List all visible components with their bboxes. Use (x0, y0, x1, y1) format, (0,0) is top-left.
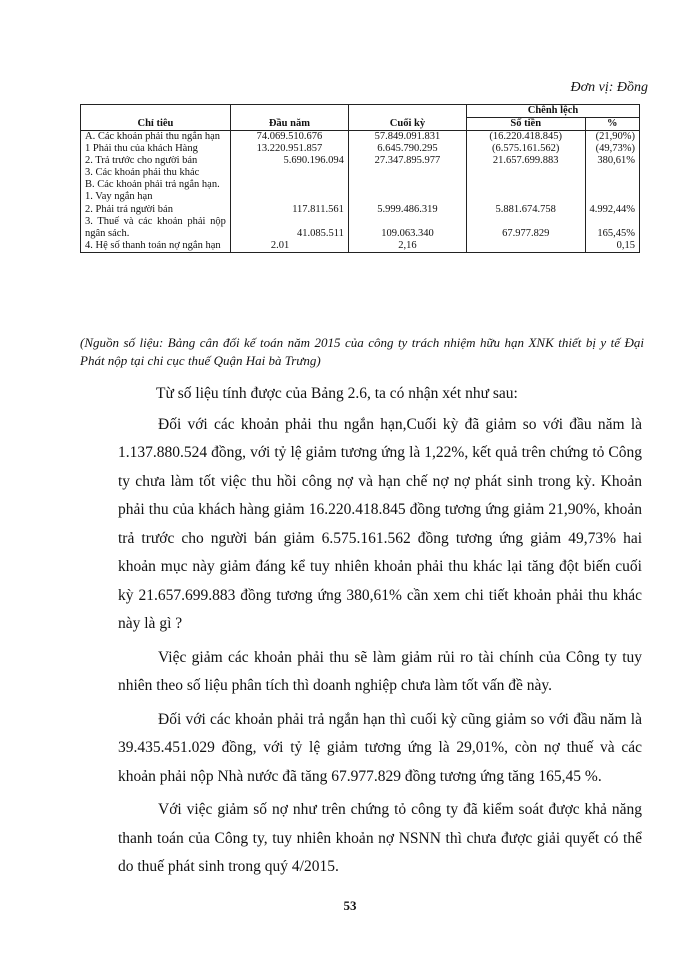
cell-end: 109.063.340 (348, 216, 466, 240)
page-number: 53 (343, 898, 357, 913)
cell-percent: 0,15 (585, 240, 640, 253)
cell-percent (585, 179, 640, 191)
cell-end (348, 167, 466, 179)
cell-item: 2. Trả trước cho người bán (81, 155, 231, 167)
cell-item: 1 Phải thu của khách Hàng (81, 143, 231, 155)
cell-amount: 21.657.699.883 (466, 155, 585, 167)
cell-begin: 74.069.510.676 (230, 131, 348, 144)
cell-begin: 2.01 (230, 240, 348, 253)
cell-item: 2. Phải trả người bán (81, 204, 231, 216)
cell-percent: (21,90%) (585, 131, 640, 144)
cell-end: 2,16 (348, 240, 466, 253)
header-end: Cuối kỳ (348, 105, 466, 131)
cell-begin (230, 191, 348, 203)
header-item: Chỉ tiêu (81, 105, 231, 131)
cell-percent (585, 191, 640, 203)
table-row (81, 204, 640, 216)
cell-amount: 67.977.829 (466, 216, 585, 240)
table-source-note: (Nguồn số liệu: Bảng cân đối kế toán năm 2015 của công ty trách nhiệm hữu hạn XNK thiết bị y tế Đại Phát nộp tại chi cục thuế Quận Hai bà Trưng) (80, 335, 644, 368)
unit-label: Đơn vị: Đồng (570, 80, 648, 95)
paragraph: Đối với các khoản phải thu ngắn hạn,Cuối kỳ đã giảm so với đầu năm là 1.137.880.524 đồng, với tỷ lệ giảm tương ứng là 1,22%, kết quả trên chứng tỏ Công ty chưa làm tốt việc thu hồi công nợ và hạn chế nợ nợ phát sinh trong kỳ. Khoản phải thu của khách hàng giảm 16.220.418.845 đồng tương ứng giảm 21,90%, khoản trả trước cho người bán giảm 6.575.161.562 đồng tương ứng giảm 49,73% hai khoản mục này giảm đáng kể tuy nhiên khoản phải thu khác lại tăng đột biến cuối kỳ 21.657.699.883 đồng tương ứng 380,61% cần xem chi tiết khoản phải thu khác này là gì ? (118, 415, 642, 632)
cell-end: 57.849.091.831 (348, 131, 466, 144)
paragraph: Đối với các khoản phải trả ngắn hạn thì cuối kỳ cũng giảm so với đầu năm là 39.435.451.029 đồng, với tỷ lệ giảm tương ứng là 29,01%, còn nợ thuế và các khoản phải nộp Nhà nước đã tăng 67.977.829 đồng tương ứng tăng 165,45 %. (118, 710, 642, 785)
cell-percent: 4.992,44% (585, 204, 640, 216)
cell-item: 1. Vay ngắn hạn (81, 191, 231, 203)
cell-item: B. Các khoản phải trả ngắn hạn. (81, 179, 231, 191)
cell-item: A. Các khoản phải thu ngắn hạn (81, 131, 231, 144)
cell-percent: 165,45% (585, 216, 640, 240)
cell-begin: 117.811.561 (230, 204, 348, 216)
cell-begin: 13.220.951.857 (230, 143, 348, 155)
cell-item: 3. Thuế và các khoản phải nộp ngân sách. (81, 216, 231, 240)
table-row (81, 179, 640, 191)
cell-amount (466, 191, 585, 203)
table-row (81, 240, 640, 253)
cell-end: 27.347.895.977 (348, 155, 466, 167)
body-text (118, 380, 642, 887)
paragraph: Việc giảm các khoản phải thu sẽ làm giảm rủi ro tài chính của Công ty tuy nhiên theo số liệu phân tích thì doanh nghiệp chưa làm tốt vấn đề này. (118, 648, 642, 694)
cell-begin: 5.690.196.094 (230, 155, 348, 167)
table-row (81, 131, 640, 144)
cell-amount (466, 167, 585, 179)
cell-end: 5.999.486.319 (348, 204, 466, 216)
paragraph: Từ số liệu tính được của Bảng 2.6, ta có nhận xét như sau: (156, 385, 518, 402)
table-row (81, 167, 640, 179)
cell-end (348, 179, 466, 191)
table-row (81, 191, 640, 203)
cell-percent (585, 167, 640, 179)
header-diff-group: Chênh lệch (466, 105, 639, 118)
table-row (81, 155, 640, 167)
cell-end (348, 191, 466, 203)
cell-percent: (49,73%) (585, 143, 640, 155)
table-row (81, 216, 640, 240)
cell-amount: (16.220.418.845) (466, 131, 585, 144)
cell-amount (466, 240, 585, 253)
header-begin: Đầu năm (230, 105, 348, 131)
cell-begin (230, 167, 348, 179)
header-amount: Số tiền (466, 118, 585, 131)
cell-amount (466, 179, 585, 191)
financial-table (80, 104, 640, 253)
table-row (81, 143, 640, 155)
cell-item: 3. Các khoản phải thu khác (81, 167, 231, 179)
cell-end: 6.645.790.295 (348, 143, 466, 155)
paragraph: Với việc giảm số nợ như trên chứng tỏ công ty đã kiểm soát được khả năng thanh toán của Công ty, tuy nhiên khoản nợ NSNN thì chưa được giải quyết có thể do thuế phát sinh trong quý 4/2015. (118, 801, 642, 875)
cell-amount: 5.881.674.758 (466, 204, 585, 216)
cell-begin (230, 179, 348, 191)
cell-percent: 380,61% (585, 155, 640, 167)
cell-amount: (6.575.161.562) (466, 143, 585, 155)
header-percent: % (585, 118, 640, 131)
cell-begin: 41.085.511 (230, 216, 348, 240)
cell-item: 4. Hệ số thanh toán nợ ngắn hạn (81, 240, 231, 253)
